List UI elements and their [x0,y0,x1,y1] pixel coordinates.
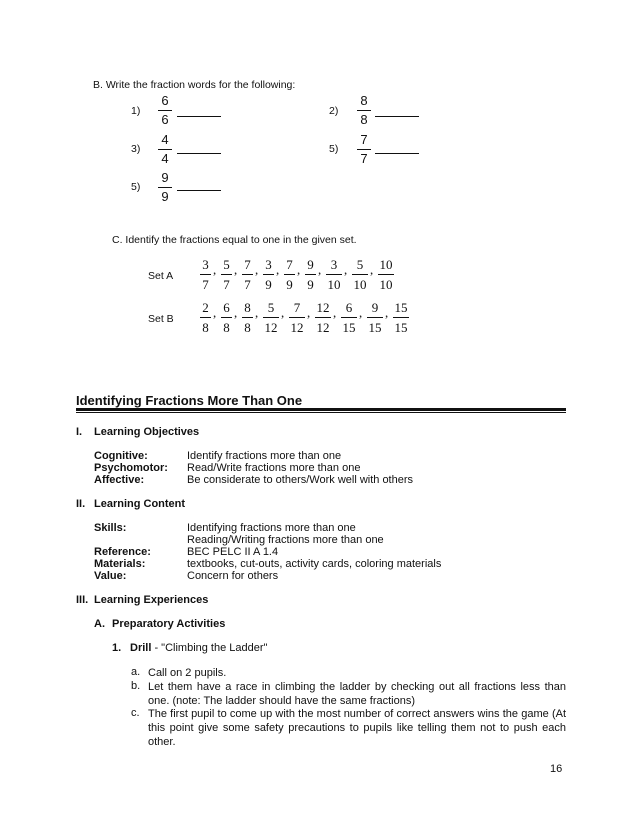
answer-blank[interactable] [375,116,419,117]
reference-label: Reference: [94,546,151,558]
step-marker: c. [131,707,140,719]
lesson-title: Identifying Fractions More Than One [76,393,303,408]
separator-comma: , [297,262,301,277]
separator-comma: , [344,262,348,277]
separator-comma: , [234,305,238,320]
set-fraction [199,258,212,291]
separator-comma: , [370,262,374,277]
value-label: Value: [94,570,127,582]
affective-label: Affective: [94,474,145,486]
numerator: 7 [293,300,301,315]
item-number: 5) [131,181,141,193]
denominator: 15 [394,320,408,335]
numerator: 9 [161,170,169,185]
objectives-number: I. [76,426,83,438]
numerator: 12 [316,300,330,315]
set-fraction [377,258,395,291]
set-fraction [340,301,358,334]
denominator: 8 [244,320,251,335]
set-fraction [283,258,296,291]
denominator: 9 [161,189,169,204]
set-fraction [241,301,254,334]
numerator: 6 [161,93,169,108]
denominator: 10 [327,277,341,292]
affective-value: Be considerate to others/Work well with others [187,474,414,486]
set-b-label: Set B [148,313,174,325]
cognitive-value: Identify fractions more than one [187,450,342,462]
denominator: 4 [161,151,169,166]
page-number: 16 [550,763,563,775]
section-c-heading: C. Identify the fractions equal to one in the given set. [112,234,357,246]
answer-blank[interactable] [375,153,419,154]
separator-comma: , [333,305,337,320]
numerator: 9 [371,300,379,315]
set-fraction [304,258,317,291]
step-marker: b. [131,680,141,692]
denominator: 7 [202,277,209,292]
denominator: 10 [353,277,367,292]
separator-comma: , [213,262,217,277]
content-heading: Learning Content [94,498,186,510]
fraction [158,133,172,166]
separator-comma: , [276,262,280,277]
numerator: 8 [244,300,251,315]
denominator: 8 [360,112,368,127]
reference-value: BEC PELC II A 1.4 [187,546,279,558]
denominator: 9 [307,277,314,292]
separator-comma: , [307,305,311,320]
drill-title [130,642,267,654]
numerator: 6 [345,300,353,315]
denominator: 12 [316,320,330,335]
separator-comma: , [281,305,285,320]
separator-comma: , [359,305,363,320]
separator-comma: , [255,262,259,277]
preparatory-number: A. [94,618,105,630]
set-fraction [262,258,275,291]
denominator: 6 [161,112,169,127]
materials-label: Materials: [94,558,146,570]
numerator: 4 [161,132,169,147]
denominator: 10 [379,277,393,292]
numerator: 3 [202,257,209,272]
answer-blank[interactable] [177,116,221,117]
set-fraction [220,301,233,334]
denominator: 7 [360,151,368,166]
set-fraction [220,258,233,291]
answer-blank[interactable] [177,190,221,191]
set-fraction [288,301,306,334]
item-number: 1) [131,105,141,117]
denominator: 7 [223,277,230,292]
objectives-heading: Learning Objectives [94,426,200,438]
numerator: 3 [330,257,338,272]
preparatory-heading: Preparatory Activities [112,618,226,630]
separator-comma: , [213,305,217,320]
set-fraction [241,258,254,291]
set-fraction [325,258,343,291]
denominator: 9 [265,277,272,292]
separator-comma: , [318,262,322,277]
item-number: 3) [131,143,141,155]
item-number: 2) [329,105,339,117]
numerator: 15 [394,300,408,315]
set-a-label: Set A [148,270,174,282]
numerator: 10 [379,257,393,272]
set-fraction [392,301,410,334]
set-fraction [199,301,212,334]
separator-comma: , [255,305,259,320]
numerator: 3 [265,257,272,272]
set-fraction [351,258,369,291]
fraction [357,133,371,166]
experiences-heading: Learning Experiences [94,594,209,606]
denominator: 12 [290,320,304,335]
materials-value: textbooks, cut-outs, activity cards, coloring materials [187,558,442,570]
numerator: 7 [360,132,368,147]
separator-comma: , [385,305,389,320]
numerator: 5 [356,257,364,272]
separator-comma: , [234,262,238,277]
skills-value-2: Reading/Writing fractions more than one [187,534,384,546]
cognitive-label: Cognitive: [94,450,148,462]
experiences-number: III. [76,594,89,606]
step-text: Call on 2 pupils. [148,667,227,679]
fraction [158,94,172,127]
drill-label: Drill [130,642,152,654]
set-fraction [262,301,280,334]
denominator: 15 [342,320,356,335]
numerator: 5 [223,257,230,272]
answer-blank[interactable] [177,153,221,154]
denominator: 8 [223,320,230,335]
denominator: 9 [286,277,293,292]
drill-subtitle: - "Climbing the Ladder" [151,642,268,654]
numerator: 6 [223,300,230,315]
section-b-heading: B. Write the fraction words for the following: [93,79,296,91]
fraction [357,94,371,127]
denominator: 12 [264,320,278,335]
numerator: 2 [202,300,209,315]
numerator: 9 [307,257,314,272]
step-text: The first pupil to come up with the most number of correct answers wins the game (At this point give some safety precautions to pupils like telling them not to push each other. [148,708,566,748]
title-rule-thick [76,408,566,411]
skills-label: Skills: [94,522,127,534]
denominator: 8 [202,320,209,335]
psychomotor-value: Read/Write fractions more than one [187,462,361,474]
step-text: Let them have a race in climbing the ladder by checking out all fractions less than one. (note: The ladder should have the same fractions) [148,681,566,707]
value-value: Concern for others [187,570,279,582]
numerator: 7 [244,257,251,272]
title-rule-thin [76,412,566,413]
numerator: 7 [286,257,293,272]
set-fraction [314,301,332,334]
psychomotor-label: Psychomotor: [94,462,168,474]
denominator: 15 [368,320,382,335]
numerator: 8 [360,93,368,108]
skills-value-1: Identifying fractions more than one [187,522,356,534]
numerator: 5 [267,300,275,315]
content-number: II. [76,498,86,510]
denominator: 7 [244,277,251,292]
set-fraction [366,301,384,334]
drill-number: 1. [112,642,122,654]
item-number: 5) [329,143,339,155]
fraction [158,171,172,204]
step-marker: a. [131,666,141,678]
